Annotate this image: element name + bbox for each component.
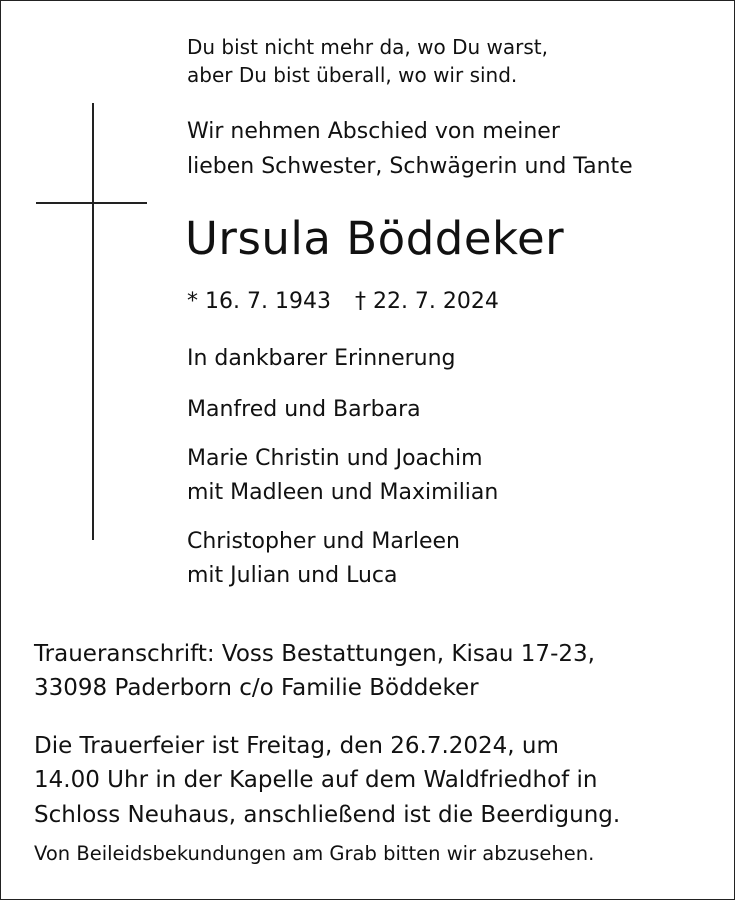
condolence-note: Von Beileidsbekundungen am Grab bitten wir abzusehen.: [34, 842, 595, 865]
intro-line-2: lieben Schwester, Schwägerin und Tante: [187, 154, 633, 179]
life-dates: [187, 289, 499, 315]
death-date: † 22. 7. 2024: [354, 289, 499, 314]
mourner-group-2-line-1: Marie Christin und Joachim: [187, 446, 483, 471]
mourner-group-3-line-2: mit Julian und Luca: [187, 563, 398, 588]
motto-line-1: Du bist nicht mehr da, wo Du warst,: [187, 35, 548, 59]
birth-date: * 16. 7. 1943: [187, 289, 331, 314]
intro-line-1: Wir nehmen Abschied von meiner: [187, 119, 560, 144]
mourner-group-3-line-1: Christopher und Marleen: [187, 529, 460, 554]
address-line-2: 33098 Paderborn c/o Familie Böddeker: [34, 675, 479, 701]
mourner-group-2-line-2: mit Madleen und Maximilian: [187, 480, 499, 505]
service-line-1: Die Trauerfeier ist Freitag, den 26.7.2024, um: [34, 733, 559, 759]
motto-line-2: aber Du bist überall, wo wir sind.: [187, 63, 518, 87]
service-line-3: Schloss Neuhaus, anschließend ist die Beerdigung.: [34, 802, 621, 828]
deceased-name: Ursula Böddeker: [185, 212, 565, 265]
remembrance-line: In dankbarer Erinnerung: [187, 346, 456, 371]
mourner-group-1-line-1: Manfred und Barbara: [187, 397, 421, 422]
address-line-1: Traueranschrift: Voss Bestattungen, Kisau 17-23,: [34, 641, 595, 667]
service-line-2: 14.00 Uhr in der Kapelle auf dem Waldfriedhof in: [34, 767, 598, 793]
cross-icon-horizontal: [36, 202, 147, 204]
cross-icon-vertical: [92, 103, 94, 540]
